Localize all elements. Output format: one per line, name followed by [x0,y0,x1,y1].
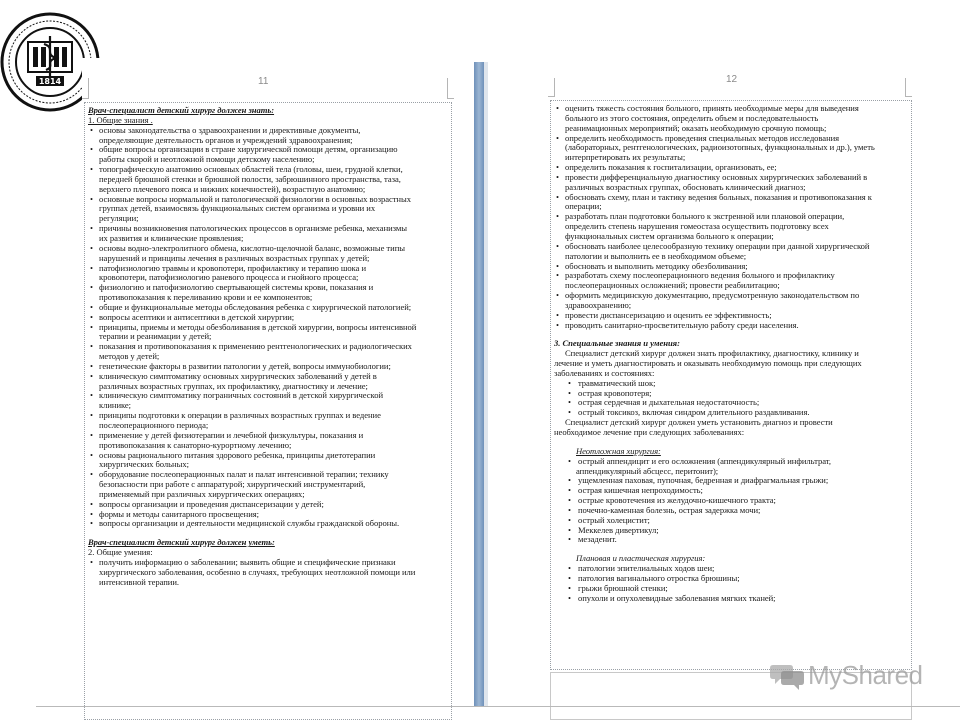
bullet-line: • принципы подготовки к операции в различных возрастных группах и ведение [88,411,448,421]
bullet-line: • грыжи брюшной стенки; [554,584,908,594]
spacer [554,438,908,447]
text-line: (лабораторных, рентгенологических, радиоизотопных, функциональных и др.), уметь [565,143,875,153]
crop-mark [548,78,555,97]
bullet-line: • физиологию и патофизиологию свертывающей системы крови, показания и [88,283,448,293]
bullet-line: • клиническую симптоматику пограничных состояний в детской хирургической [88,391,448,401]
crop-mark [82,78,89,99]
watermark [770,660,923,691]
text-line: противопоказания к санаторно-курортному лечению; [99,440,292,450]
bullet-line: • применение у детей физиотерапии и лечебной физкультуры, показания и [88,431,448,441]
bullet-line: • острая кишечная непроходимость; [554,486,908,496]
bullet-line: • общие и функциональные методы обследования ребенка с хирургической патологией; [88,303,448,313]
watermark-text: MyShared [808,660,923,690]
document-page-left [82,58,454,720]
text-line: передней брюшной стенки и брюшной полости, забрюшинного пространства, таза, [99,174,401,184]
bullet-line: • принципы, приемы и методы обезболивания в детской хирургии, вопросы интенсивной [88,323,448,333]
bullet-line: • обосновать наиболее целесообразную технику операции при данной хирургической [554,242,908,252]
bullet-line: • общие вопросы организации в стране хирургической помощи детям, организацию [88,145,448,155]
bullet-line: • патология вагинального отростка брюшины; [554,574,908,584]
text-line: послеоперационных осложнений; провести реабилитацию; [565,281,780,291]
page-number: 12 [726,74,738,85]
text-line: группах детей, взаимосвязь функциональных систем организма и уровни их [99,204,376,214]
bullet-line: • ущемленная паховая, пупочная, бедренная и диафрагмальная грыжи; [554,476,908,486]
text-line: Плановая и пластическая хирургия: [576,554,706,564]
text-line: необходимое лечение при следующих заболеваниях: [554,428,745,437]
bullet-line: • оценить тяжесть состояния больного, принять необходимые меры для выведения [554,104,908,114]
text-line: регуляции; [99,214,139,224]
text-line: патологии и выполнить ее в необходимом объеме; [565,251,747,261]
bullet-line: • определить необходимость проведения специальных методов исследования [554,134,908,144]
text-line: 1. Общие знания . [88,115,153,125]
bullet-line: • обосновать и выполнить методику обезболивания; [554,262,908,272]
text-line: терапии и реанимации у детей; [99,332,212,342]
text-line: определить степень нарушения гомеостаза осуществить подготовку всех [565,222,829,232]
text-line: больного из этого состояния, определить объем и последовательность [565,113,819,123]
bullet-line: • Меккелев дивертикул; [554,526,908,536]
text-line: их развития и клинические проявления; [99,233,244,243]
page-separator [474,62,484,706]
text-line: интерпретировать их результаты; [565,153,686,163]
bullet-line: • основные вопросы нормальной и патологической физиологии в основных возрастных [88,195,448,205]
text-line: аппендикулярный абсцесс, перитонит); [576,466,719,476]
bullet-line: • причины возникновения патологических процессов в организме ребенка, механизмы [88,224,448,234]
bullet-line: • показания и противопоказания к применению рентгенологических и радиологических [88,342,448,352]
bullet-line: • патофизиологию травмы и кровопотери, профилактику и терапию шока и [88,264,448,274]
bullet-line: • клиническую симптоматику основных хирургических заболеваний у детей в [88,372,448,382]
text-line: реанимационных мероприятий; оказать необходимую срочную помощь; [565,123,827,133]
bullet-line: • провести диспансеризацию и оценить ее эффективность; [554,311,908,321]
text-line: определяющие деятельность органов и учреждений здравоохранения; [99,135,353,145]
bullet-line: • травматический шок; [554,379,908,389]
bullet-line: • получить информацию о заболевании; выявить общие и специфические признаки [88,558,448,568]
text-line: различных возрастных группах, обосновать клинический диагноз; [565,182,806,192]
text-line: Неотложная хирургия: [576,446,661,456]
bullet-line: • вопросы организации и проведения диспансеризации у детей; [88,500,448,510]
text-line: Специалист детский хирург должен знать профилактику, диагностику, клинику и [565,349,859,359]
bullet-line: • генетические факторы в развитии патологии у детей, вопросы иммунобиологии; [88,362,448,372]
text-line: Врач-специалист детский хирург должен уметь: [88,538,275,548]
text-line: применяемый при различных хирургических операциях; [99,489,305,499]
text-line: методов у детей; [99,352,160,362]
text-line: противопоказания к переливанию крови и ее компонентов; [99,293,313,303]
text-line: интенсивной терапии. [99,577,179,587]
separator-shadow [484,62,488,706]
text-line: операции; [565,202,602,212]
bullet-line: • почечно-каменная болезнь, острая задержка мочи; [554,506,908,516]
bullet-line: • опухоли и опухолевидные заболевания мягких тканей; [554,594,908,604]
speech-bubbles-icon [770,661,804,691]
text-line: различных возрастных группах, их профилактику, диагностику и лечение; [99,381,368,391]
bullet-line: • острая кровопотеря; [554,389,908,399]
bullet-line: • топографическую анатомию основных областей тела (головы, шеи, грудной клетки, [88,165,448,175]
spacer [554,545,908,554]
bullet-line: • разработать план подготовки больного к экстренной или плановой операции, [554,212,908,222]
crop-mark [905,78,912,97]
text-body [550,100,912,670]
bullet-line: • оформить медицинскую документацию, предусмотренную законодательством по [554,291,908,301]
bullet-line: • основы законодательства о здравоохранении и директивные документы, [88,126,448,136]
spacer [554,330,908,339]
text-line: хирургического заболевания, особенно в случаях, требующих неотложной помощи или [99,567,416,577]
svg-text:1814: 1814 [38,77,62,86]
text-line: работы скорой и неотложной помощи детскому населению; [99,155,315,165]
bullet-line: • обосновать схему, план и тактику ведения больных, показания и противопоказания к [554,193,908,203]
spacer [88,529,448,538]
bullet-line: • острый токсикоз, включая синдром длительного раздавливания. [554,408,908,418]
bullet-line: • основы водно-электролитного обмена, кислотно-щелочной баланс, возможные типы [88,244,448,254]
text-line: хирургических больных; [99,460,189,470]
bottom-rule [36,706,960,707]
text-line: Специалист детский хирург должен уметь установить диагноз и провести [565,418,833,428]
bullet-line: • острые кровотечения из желудочно-кишечного тракта; [554,496,908,506]
crop-mark [447,78,454,99]
bullet-line: • формы и методы санитарного просвещения; [88,510,448,520]
page-number: 11 [258,76,269,87]
text-line: Врач-специалист детский хирург должен знать: [88,106,275,115]
bullet-line: • вопросы асептики и антисептики в детской хирургии; [88,313,448,323]
text-line: кровопотери, патофизиологию раневого процесса и гнойного процесса; [99,273,359,283]
text-line: послеоперационного периода; [99,421,209,430]
bullet-line: • мезаденит. [554,535,908,545]
text-line: верхнего плечевого пояса и нижних конечностей), возрастную анатомию; [99,184,366,194]
text-line: функциональных систем организма больного к операции; [565,231,774,241]
bullet-line: • проводить санитарно-просветительную работу среди населения. [554,321,908,331]
bullet-line: • оборудование послеоперационных палат и палат интенсивной терапии; технику [88,470,448,480]
text-line: заболеваниях и состояниях: [554,368,655,378]
bullet-line: • острый холецистит; [554,516,908,526]
bullet-line: • основы рационального питания здорового ребенка, принципы диетотерапии [88,451,448,461]
text-line: здравоохранению; [565,300,632,310]
bullet-line: • острая сердечная и дыхательная недостаточность; [554,398,908,408]
text-line: клинике; [99,401,132,411]
bullet-line: • определить показания к госпитализации, организовать, ее; [554,163,908,173]
text-line: безопасности при работе с аппаратурой; хирургический инструментарий, [99,480,366,490]
bullet-line: • разработать схему послеоперационного ведения больного и профилактику [554,271,908,281]
text-body [84,102,452,720]
text-line: лечение и уметь диагностировать и оказывать необходимую помощь при следующих [554,359,862,369]
bullet-line: • патологии эпителиальных ходов шеи; [554,564,908,574]
text-line: нарушений и принципы лечения в различных возрастных группах у детей; [99,253,370,263]
document-page-right [548,58,912,720]
text-line: 2. Общие умения: [88,548,153,558]
bullet-line: • провести дифференциальную диагностику основных хирургических заболеваний в [554,173,908,183]
text-line: 3. Специальные знания и умения: [554,339,680,349]
bullet-line: • острый аппендицит и его осложнения (аппендикулярный инфильтрат, [554,457,908,467]
bullet-line: • вопросы организации и деятельности медицинской службы гражданской обороны. [88,519,448,529]
